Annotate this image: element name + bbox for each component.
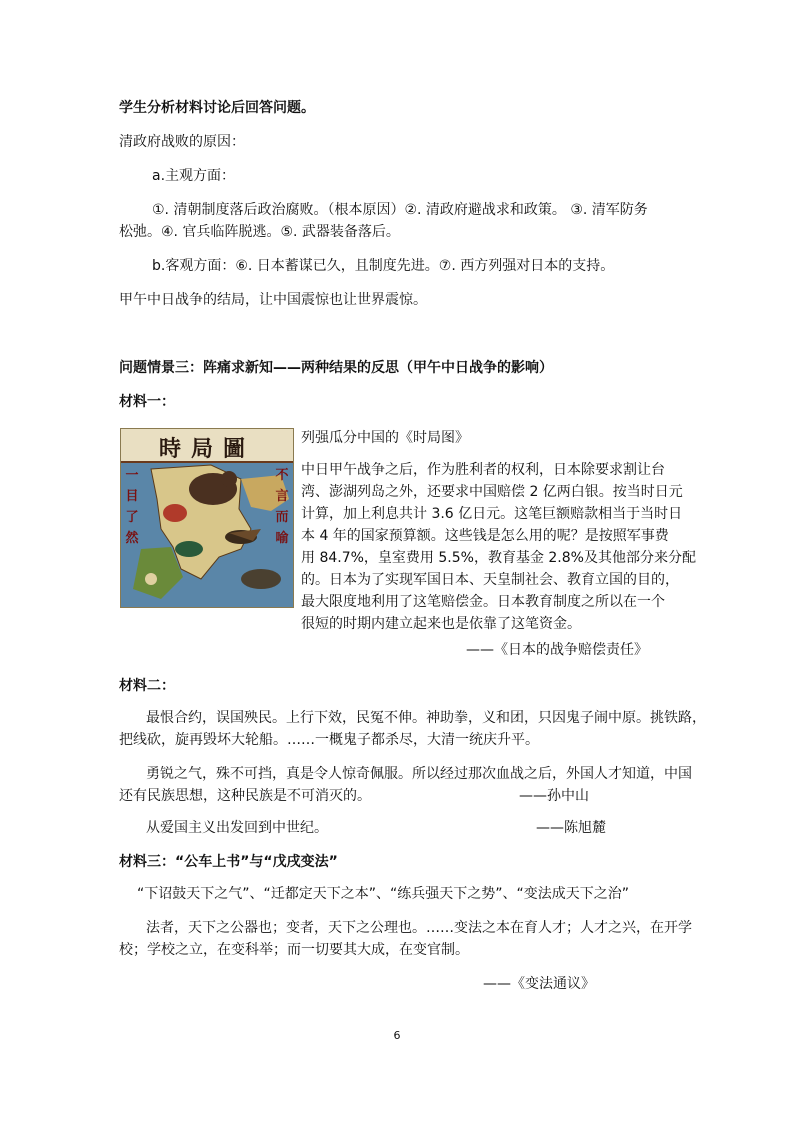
material2-label: 材料二：	[119, 678, 175, 694]
poster-left-vertical-text	[123, 465, 141, 549]
page-number: 6	[393, 1029, 401, 1042]
subjective-label: a.主观方面：	[152, 168, 236, 184]
material1-source: ——《日本的战争赔偿责任》	[466, 642, 648, 658]
material1-line-8: 很短的时期内建立起来也是依靠了这笔资金。	[301, 616, 581, 632]
heading-student-analysis: 学生分析材料讨论后回答问题。	[119, 100, 315, 116]
material1-label: 材料一：	[119, 394, 175, 410]
material2-para3-source: ——陈旭麓	[536, 820, 606, 836]
material3-line2: 校；学校之立，在变科举；而一切要其大成，在变官制。	[119, 942, 469, 958]
material1-line-3: 计算，加上利息共计 3.6 亿日元。这笔巨额赔款相当于当时日	[301, 506, 683, 522]
poster-left-char: 一	[125, 468, 139, 483]
poster-right-char: 言	[275, 489, 289, 504]
scene3-title: 问题情景三：阵痛求新知——两种结果的反思（甲午中日战争的影响）	[119, 360, 553, 376]
material3-line1: 法者，天下之公器也；变者，天下之公理也。……变法之本在育人才；人才之兴，在开学	[146, 920, 692, 936]
material1-line-4: 本 4 年的国家预算额。这些钱是怎么用的呢？是按照军事费	[301, 528, 669, 544]
material1-line-5: 用 84.7%，皇室费用 5.5%，教育基金 2.8%及其他部分来分配	[301, 550, 696, 566]
material2-para3: 从爱国主义出发回到中世纪。	[146, 820, 328, 836]
poster-left-char: 目	[125, 489, 139, 504]
material2-para2-line2: 还有民族思想，这种民族是不可消灭的。	[119, 788, 371, 804]
poster-left-char: 然	[125, 531, 139, 546]
material1-caption: 列强瓜分中国的《时局图》	[301, 430, 469, 446]
poster-right-char: 而	[275, 510, 289, 525]
poster-left-char: 了	[125, 510, 139, 525]
material1-line-1: 中日甲午战争之后，作为胜利者的权利，日本除要求割让台	[301, 462, 665, 478]
objective-reasons: b.客观方面：⑥. 日本蓄谋已久，且制度先进。⑦. 西方列强对日本的支持。	[152, 258, 615, 274]
poster-title: 時局圖	[158, 436, 255, 462]
poster-right-char: 不	[275, 468, 289, 483]
material1-line-2: 湾、澎湖列岛之外，还要求中国赔偿 2 亿两白银。按当时日元	[301, 484, 683, 500]
war-result-line: 甲午中日战争的结局，让中国震惊也让世界震惊。	[119, 292, 427, 308]
material2-para2-line1: 勇锐之气，殊不可挡，真是令人惊奇佩服。所以经过那次血战之后，外国人才知道，中国	[146, 766, 692, 782]
shiju-tu-poster	[120, 428, 294, 608]
subjective-line-2: 松弛。④. 官兵临阵脱逃。⑤. 武器装备落后。	[119, 224, 400, 240]
poster-right-vertical-text	[273, 465, 291, 549]
material3-label: 材料三：“公车上书”与“戊戌变法”	[119, 854, 338, 870]
material1-line-7: 最大限度地利用了这笔赔偿金。日本教育制度之所以在一个	[301, 594, 665, 610]
material3-source: ——《变法通议》	[483, 976, 595, 992]
material2-para2-source: ——孙中山	[519, 788, 589, 804]
poster-right-char: 喻	[275, 531, 289, 546]
material2-para1-line1: 最恨合约，误国殃民。上行下效，民冤不伸。神助拳，义和团，只因鬼子闹中原。挑铁路，	[146, 710, 706, 726]
subjective-line-1: ①. 清朝制度落后政治腐败。（根本原因）②. 清政府避战求和政策。 ③. 清军防务	[152, 202, 648, 218]
material3-slogans: “下诏鼓天下之气”、“迁都定天下之本”、“练兵强天下之势”、“变法成天下之治”	[137, 886, 630, 902]
material2-para1-line2: 把线砍，旋再毁坏大轮船。……一概鬼子都杀尽，大清一统庆升平。	[119, 732, 539, 748]
reasons-title: 清政府战败的原因：	[119, 134, 245, 150]
material1-line-6: 的。日本为了实现军国日本、天皇制社会、教育立国的目的，	[301, 572, 679, 588]
